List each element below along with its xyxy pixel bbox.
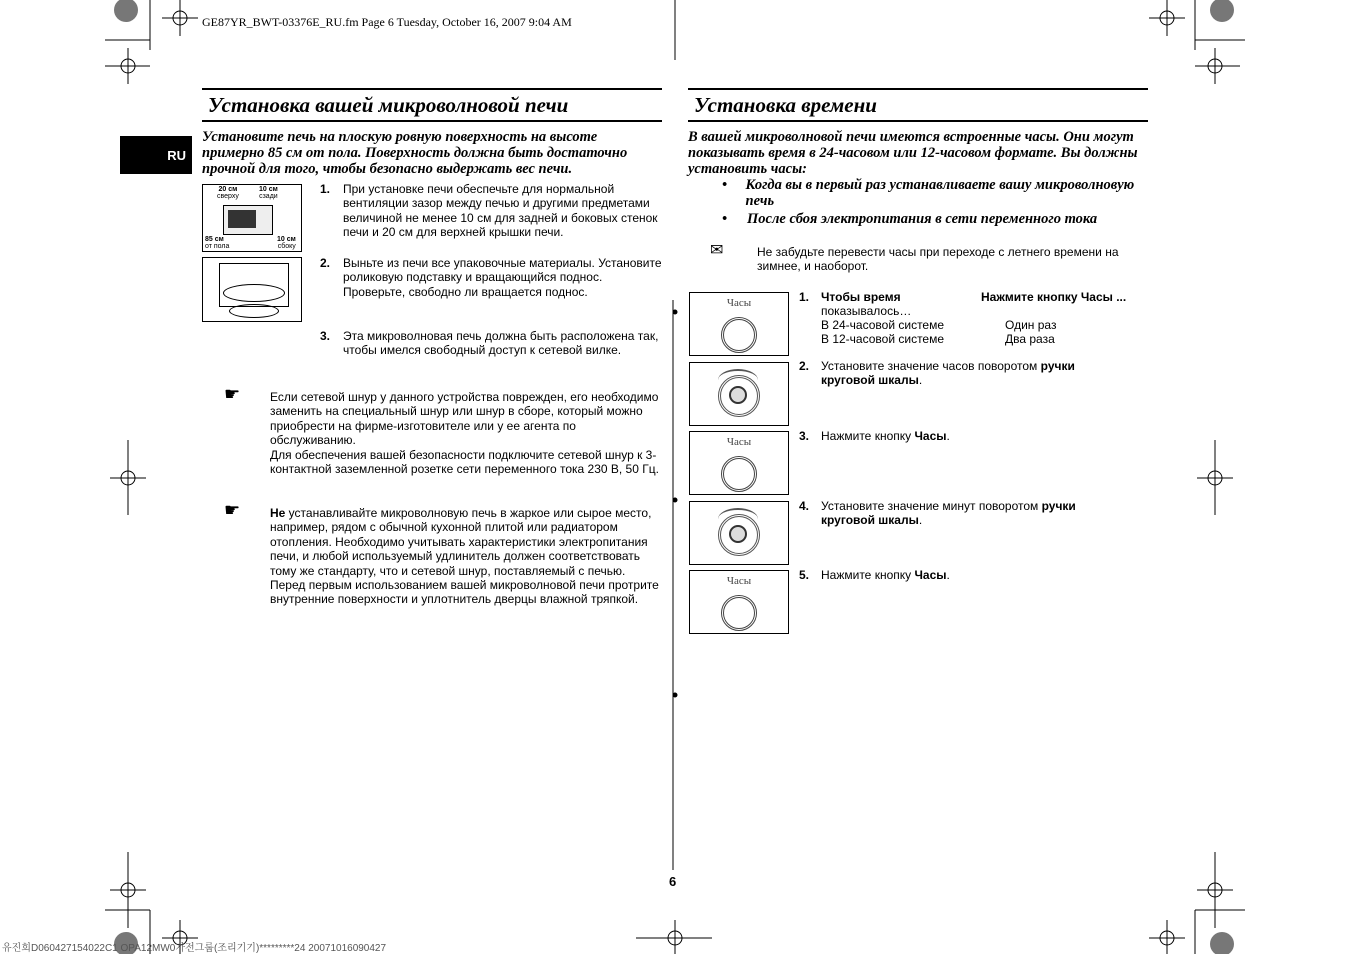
dial-knob-figure	[689, 362, 789, 426]
right-step-5: Нажмите кнопку Часы.	[821, 568, 950, 582]
right-intro: В вашей микроволновой печи имеются встроенные часы. Они могут показывать время в 24-часовом или 12-часовом формате. Вы должны установить часы:	[688, 129, 1138, 177]
left-intro: Установите печь на плоскую ровную поверхность на высоте примерно 85 см от пола. Поверхность должна быть достаточно прочной для того, чтобы безопасно выдержать вес печи.	[202, 129, 628, 177]
left-step-3: Эта микроволновая печь должна быть расположена так, чтобы имелся свободный доступ к сетевой вилке.	[343, 329, 659, 358]
bullet-list: • Когда вы в первый раз устанавливаете вашу микроволновую печь • После сбоя электропитания в сети переменного тока	[722, 177, 1135, 227]
clock-button-figure: Часы	[689, 292, 789, 356]
page-number: 6	[669, 874, 677, 889]
right-step-2: Установите значение часов поворотом ручки круговой шкалы.	[821, 359, 1075, 388]
left-step-2: Выньте из печи все упаковочные материалы. Установите роликовую подставку и вращающийся поднос. Проверьте, свободно ли вращается поднос.	[343, 256, 662, 299]
turntable-figure	[202, 257, 302, 322]
language-tab: RU	[120, 136, 192, 174]
right-step-4: Установите значение минут поворотом ручки круговой шкалы.	[821, 499, 1076, 528]
clearance-figure: 20 см сверху 10 см сзади 85 см от пола 10 см сбоку	[202, 184, 302, 252]
right-section-title: Установка времени	[688, 88, 1148, 122]
print-footer: 유진희D060427154022C1 OPA12MW0가전그룹(조리기기)*********24 20071016090427	[2, 943, 387, 954]
memo-envelope-icon: ✉	[710, 242, 724, 259]
note-power-cord: Если сетевой шнур у данного устройства поврежден, его необходимо заменить на специальный шнур или шнур в сборе, который можно приобрести на фирме-изготовителе или у ее агента по обслуживанию. Для обеспечения вашей безопасности подключите сетевой шнур к 3-контактной заземленной розетке сети переменного тока 230 В, 50 Гц.	[270, 390, 659, 477]
right-step-3: Нажмите кнопку Часы.	[821, 429, 950, 443]
right-step-1: Чтобы время Нажмите кнопку Часы ... показывалось… В 24-часовой системе Один раз В 12-часовой системе Два раза	[821, 290, 1127, 347]
pointing-hand-icon: ☛	[224, 384, 241, 404]
memo-note: Не забудьте перевести часы при переходе с летнего времени на зимнее, и наоборот.	[757, 245, 1119, 274]
clock-button-figure: Часы	[689, 570, 789, 634]
dial-knob-figure	[689, 501, 789, 565]
left-section-title: Установка вашей микроволновой печи	[202, 88, 662, 122]
note-placement: Не устанавливайте микроволновую печь в жаркое или сырое место, например, рядом с обычной кухонной плитой или радиатором отопления. Необходимо учитывать характеристики электропитания печи, и любой используемый удлинитель должен соответствовать тому же стандарту, что и сетевой шнур, поставляемый с печью. Перед первым использованием вашей микроволновой печи протрите внутренние поверхности и уплотнитель дверцы влажной тряпкой.	[270, 506, 659, 607]
left-step-1: При установке печи обеспечьте для нормальной вентиляции зазор между печью и другими предметами величиной не менее 10 см для задней и боковых стенок печи и 20 см для верхней крышки печи.	[343, 182, 658, 240]
clock-button-figure: Часы	[689, 431, 789, 495]
pointing-hand-icon: ☛	[224, 500, 241, 520]
file-header: GE87YR_BWT-03376E_RU.fm Page 6 Tuesday, October 16, 2007 9:04 AM	[202, 15, 572, 29]
